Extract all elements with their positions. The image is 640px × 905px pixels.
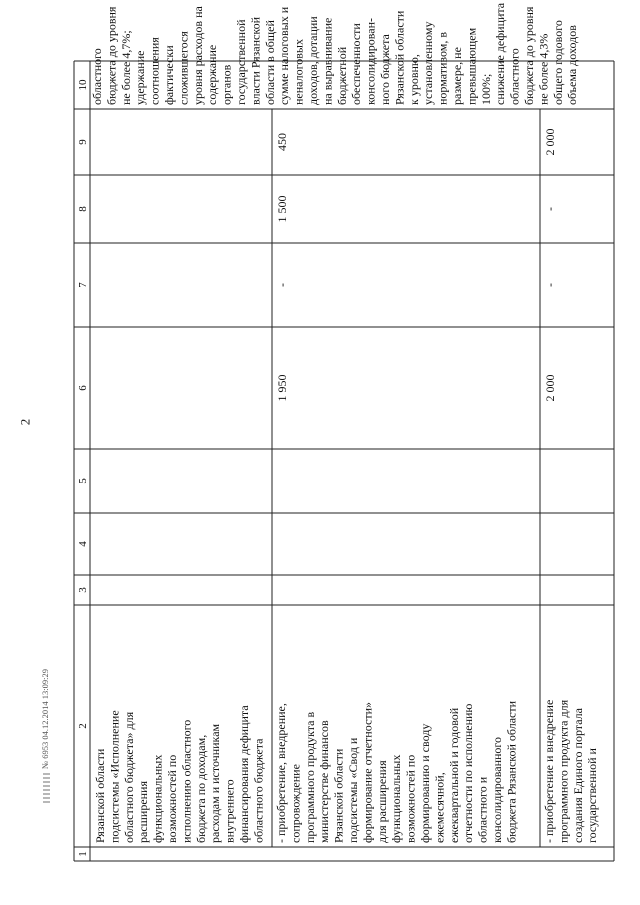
row3-col7-value: - [543, 283, 557, 287]
row2-description-line: формирование отчетности» [360, 701, 375, 843]
row2-description-line: программного продукта в [302, 711, 317, 843]
target-indicators-line: областного [90, 48, 104, 105]
target-indicators-line: на выравнивание [320, 17, 335, 105]
row2-description-line: возможностей по [403, 754, 418, 843]
row2-description-line: сопровождение [288, 764, 303, 843]
column-header-7: 7 [77, 282, 89, 288]
row3-total-value: 2 000 [543, 374, 557, 402]
row2-description-line: функциональных [389, 754, 404, 843]
row2-description-line: министерстве финансов [317, 720, 332, 843]
page-number: 2 [17, 418, 33, 426]
column-header-1: 1 [77, 851, 89, 857]
row1-description-line: областного бюджета» для [121, 711, 136, 843]
row1-description-line: функциональных [150, 754, 165, 843]
row2-description-line: консолидированного [490, 736, 504, 843]
row2-description-line: Рязанской области [331, 748, 346, 843]
row3-col9-value: 2 000 [543, 128, 557, 156]
target-indicators-line: обеспеченности [349, 23, 364, 105]
target-indicators-line: ного бюджета [378, 34, 392, 105]
column-header-3: 3 [77, 587, 89, 593]
target-indicators-line: бюджетной [334, 46, 349, 105]
registration-stamp [40, 643, 50, 803]
target-indicators-line: неналоговых [291, 39, 306, 105]
target-indicators-line: не более 4,7%; [118, 30, 133, 105]
row1-description-line: подсистемы «Исполнение [107, 710, 122, 843]
row2-description-line: подсистемы «Свод и [346, 737, 360, 843]
row2-total-value: 1 950 [275, 374, 289, 402]
column-header-6: 6 [77, 385, 89, 391]
row1-description-line: возможностей по [165, 754, 179, 843]
row2-description-line: областного и [475, 776, 490, 843]
row1-description-line: внутреннего [222, 779, 237, 843]
column-header-2: 2 [77, 723, 89, 729]
target-indicators-line: фактически [162, 45, 176, 105]
row1-description-line: расширения [136, 780, 151, 843]
target-indicators-line: бюджета до уровня [522, 6, 536, 105]
row3-description-line: программного продукта для [556, 699, 571, 843]
row1-description-line: бюджета по доходам, [193, 734, 208, 843]
target-indicators-line: сумме налоговых и [277, 6, 292, 105]
target-indicators-line: 100%; [478, 73, 493, 105]
target-indicators-line: удержание [133, 50, 148, 105]
target-indicators-line: уровня расходов на [190, 6, 205, 105]
column-header-10: 10 [77, 79, 89, 91]
target-indicators-line: соотношения [147, 37, 162, 105]
row2-description-line: бюджета Рязанской области [504, 700, 519, 843]
row2-col7-value: - [275, 283, 289, 287]
target-indicators-line: бюджета до уровня [104, 6, 119, 105]
target-indicators-line: доходов, дотации [306, 16, 320, 105]
row1-description-line: расходам и источникам [208, 723, 223, 843]
row1-description-line: финансирования дефицита [237, 705, 251, 843]
row3-col8-value: - [543, 207, 557, 211]
target-indicators-line: областного [507, 48, 522, 105]
target-indicators-line: власти Рязанской [248, 16, 263, 105]
row3-description-line: государственной и [585, 748, 600, 843]
column-header-9: 9 [77, 139, 89, 145]
row3-description-line: - приобретение и внедрение [542, 699, 556, 843]
row2-description-line: для расширения [374, 760, 389, 843]
row2-description-line: ежемесячной, [432, 772, 447, 843]
target-indicators-line: снижение дефицита [493, 2, 508, 105]
target-indicators-line: содержание [205, 44, 220, 105]
target-indicators-line: сложившегося [176, 31, 191, 105]
row2-description-line: ежеквартальной и годовой [446, 707, 461, 843]
target-indicators-line: превышающем [464, 27, 479, 105]
row1-description-line: исполнению областного [179, 719, 194, 843]
target-indicators-line: объема доходов [565, 25, 580, 105]
stamp-smudge [43, 773, 50, 803]
row2-col9-value: 450 [275, 133, 289, 151]
column-header-8: 8 [77, 206, 89, 212]
target-indicators-line: нормативом, в [435, 31, 450, 105]
row2-description-line: отчетности по исполнению [461, 703, 476, 843]
target-indicators-line: не более 4,3% [536, 33, 551, 105]
target-indicators-line: Рязанской области [392, 10, 407, 105]
row1-description-line: Рязанской области [93, 748, 107, 843]
target-indicators-line: области в общей [262, 20, 277, 105]
target-indicators-line: общего годового [550, 20, 565, 105]
target-indicators-line: органов [219, 64, 234, 105]
row2-col8-value: 1 500 [275, 195, 289, 223]
stamp-text: № 6953 04.12.2014 13:09:29 [40, 669, 50, 769]
target-indicators-line: к уровню, [406, 54, 421, 105]
target-indicators-line: консолидирован- [363, 18, 378, 105]
target-indicators-line: размере, не [450, 47, 464, 105]
row3-description-line: создания Единого портала [570, 708, 585, 843]
target-indicators-line: установленному [421, 21, 436, 105]
column-header-5: 5 [77, 478, 89, 484]
target-indicators-line: государственной [234, 19, 248, 105]
row2-description-line: - приобретение, внедрение, [274, 703, 288, 843]
column-header-4: 4 [77, 541, 89, 547]
row2-description-line: формированию и своду [418, 723, 432, 843]
row1-description-line: областного бюджета [251, 738, 266, 843]
